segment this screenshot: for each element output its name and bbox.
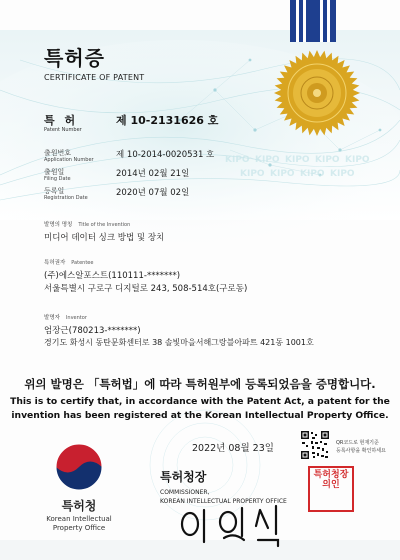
- invention-label-ko: 발명의 명칭: [44, 222, 73, 228]
- certificate-title: 특허증: [44, 46, 105, 70]
- office-name-en-line1: Korean Intellectual: [46, 515, 112, 523]
- registration-date-label: 등록일: [44, 187, 65, 195]
- watermark-text: KIPO: [330, 169, 355, 179]
- office-name-ko: 특허청: [61, 499, 97, 513]
- watermark-text: KIPO: [240, 169, 265, 179]
- gold-seal-icon: [272, 48, 362, 138]
- application-number-label-en: Application Number: [44, 157, 94, 163]
- commissioner-title-en-line1: COMMISSIONER,: [160, 489, 210, 496]
- patentee-label-ko: 특허권자: [44, 260, 66, 266]
- application-number-value: 제 10-2014-0020531 호: [116, 150, 215, 160]
- watermark-text: KIPO: [255, 155, 280, 165]
- patentee-name: (주)에스알포스트(110111-*******): [44, 271, 181, 281]
- inventor-name: 엄장근(780213-*******): [44, 326, 141, 336]
- filing-date-label-en: Filing Date: [44, 176, 71, 182]
- registration-date-label-en: Registration Date: [44, 195, 88, 201]
- stamp-text: 특허청장의인: [313, 470, 349, 490]
- watermark-text: KIPO: [270, 169, 295, 179]
- filing-date-label: 출원일: [44, 168, 65, 176]
- certificate-title-en: CERTIFICATE OF PATENT: [44, 73, 145, 82]
- invention-label: [44, 220, 130, 228]
- patentee-label-en: Patentee: [71, 260, 94, 266]
- issue-date: 2022년 08월 23일: [192, 443, 274, 454]
- application-number-label: 출원번호: [44, 149, 72, 157]
- certification-statement-en-line2: invention has been registered at the Korean Intellectual Property Office.: [11, 410, 389, 421]
- commissioner-title: 특허청장: [160, 470, 207, 484]
- patent-number-label-en: Patent Number: [44, 127, 82, 133]
- inventor-label: [44, 313, 87, 321]
- office-name-en-line2: Property Office: [52, 524, 106, 532]
- patentee-label: [44, 258, 93, 266]
- invention-title-value: 미디어 데이터 싱크 방법 및 장치: [44, 233, 165, 243]
- kipo-logo-icon: [54, 442, 104, 492]
- signature-icon: [168, 500, 288, 550]
- watermark-text: KIPO: [285, 155, 310, 165]
- official-stamp-icon: [308, 466, 354, 512]
- inventor-label-en: Inventor: [65, 315, 87, 321]
- patentee-address: 서울특별시 구로구 디지털로 243, 508-514호(구로동): [44, 284, 248, 294]
- invention-label-en: Title of the Invention: [78, 222, 131, 228]
- registration-date-value: 2020년 07월 02일: [116, 188, 190, 198]
- watermark-text: KIPO: [315, 155, 340, 165]
- patent-number-value: 제 10-2131626 호: [116, 114, 219, 127]
- filing-date-value: 2014년 02월 21일: [116, 169, 190, 179]
- qr-code-icon[interactable]: [300, 430, 330, 460]
- qr-note-line2: 등록사항을 확인하세요: [336, 448, 386, 454]
- ribbon-icon: [290, 0, 336, 42]
- patent-number-label: 특 허: [44, 114, 79, 127]
- qr-note-line1: QR코드로 현재기준: [336, 440, 379, 446]
- watermark-text: KIPO: [345, 155, 370, 165]
- inventor-label-ko: 발명자: [44, 315, 60, 321]
- watermark-text: KIPO: [225, 155, 250, 165]
- certification-statement-ko: 위의 발명은 「특허법」에 따라 특허원부에 등록되었음을 증명합니다.: [24, 377, 376, 391]
- commissioner-title-en-line2: KOREAN INTELLECTUAL PROPERTY OFFICE: [160, 498, 287, 505]
- certification-statement-en-line1: This is to certify that, in accordance with the Patent Act, a patent for the: [10, 396, 390, 407]
- inventor-address: 경기도 화성시 동탄문화센터로 38 솔빛마을서해그랑블아파트 421동 1001호: [44, 338, 314, 347]
- watermark-text: KIPO: [300, 169, 325, 179]
